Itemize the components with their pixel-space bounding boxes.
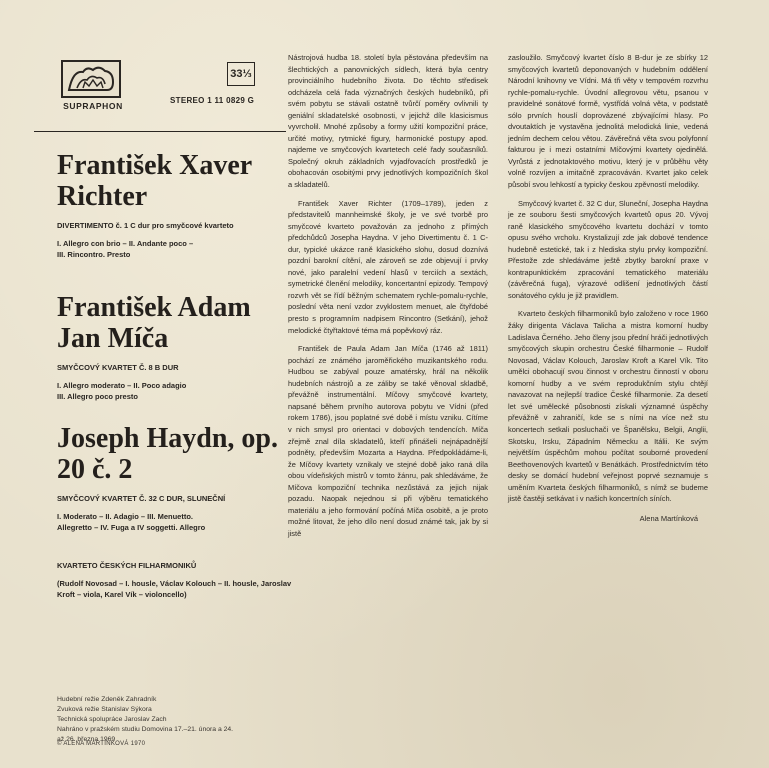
essay-paragraph: Kvarteto českých filharmoniků bylo založeno v roce 1960 žáky dirigenta Václava Talicha a mistra komorní hudby Ladislava Černého. Jeho členy jsou přední hráči jednotlivých smyčcových skupin orchestru České filharmonie – Rudolf Novosad, Václav Kolouch, Jaroslav Kroft a Karel Vík. Tito umělci obohacují svou činnost v orchestru činností v oboru komorní hudby a ve svém reprodukčním stylu chtějí navazovat na nejlepší tradice České filharmonie. Za desetí let své umělecké působnosti získali významné úspěchy převážně v zahraničí, kde se s ními na více než stu koncertech setkali posluchači ve Španělsku, Belgii, Anglii, Skotsku, Irsku, Západním Německu a Itálii. Ke svým největším úspěchům mohou počítat souborné provedení Beethovenových kvartetů v Benátkách. Prostřednictvím této desky se domácí hudební veřejnost poprvé seznamuje s uměním Kvarteta českých filharmoniků, s nímž se budeme jistě častěji setkávat i v našich koncertních síních. — [508, 309, 708, 504]
copyright-notice: © ALENA MARTÍNKOVÁ 1970 — [57, 741, 146, 747]
essay-paragraph: František de Paula Adam Jan Míča (1746 až 1811) pochází ze známého jaroměřického muzikantského rodu. Hudbou se zabýval pouze amatérsky, hrál na několik hudebních nástrojů a ze záliby se také věnoval skladbě, převážně instrumentální. Míčovy smyčcové kvartety, napsané během prvního autorova pobytu ve Vídni (před rokem 1786), jsou poplatné své době i místu vzniku. Cítíme v nich smysl pro orientaci v dobových tendencích. Míča zřejmě znal díla skladatelů, kteří přinášeli nejnápadnější podněty, především Mozarta a Haydna. Předpokládáme-li, že Míčovy kvartety vznikaly ve stejné době jako raná díla obou vídeňských mistrů v tomto žánru, pak shledáváme, že Míčova kompoziční technika nezůstává za jejich nijak pozadu. Naopak nejednou si při výběru tematického materiálu a jeho formování počíná Míča osobitě, a je proto možné litovat, že jeho dílo není dosud známé tak, jak by si jistě — [288, 344, 488, 538]
ensemble-name: KVARTETO ČESKÝCH FILHARMONIKŮ — [57, 561, 197, 570]
work-richter — [57, 150, 297, 261]
credit-line: Nahráno v pražském studiu Domovina 17.–21. února a 24. — [57, 726, 234, 733]
composer-name: František Xaver Richter — [57, 150, 252, 212]
author-signature: Alena Martínková — [639, 513, 698, 523]
catalog-number: STEREO 1 11 0829 G — [170, 96, 255, 105]
essay-paragraph: Nástrojová hudba 18. století byla pěstována především na šlechtických a panovnických sídlech, která byla centry provinciálního hudebního života. Do těchto středisek odcházela celá řada význačných českých hudebníků, při svém pobytu se stávali ostatně tvůrčí poměry ovlivnili ty geniální skladatelské osobnosti, v jejichž díle klasicismus vyvrcholil. Mnohé způsoby a formy užití kompoziční práce, určité motivy, rytmické figury, harmonické postupy apod. najdeme ve smyčcových kvartetech celé řady současníků. Společný okruh základních vyjadřovacích prostředků je obohacován osobitými prvy jednotlivých kompozičních škol a skladatelů. — [288, 53, 488, 190]
work-title: DIVERTIMENTO č. 1 C dur pro smyčcové kvarteto — [57, 221, 234, 230]
header-divider — [34, 131, 286, 132]
work-title: SMYČCOVÝ KVARTET Č. 32 C DUR, SLUNEČNÍ — [57, 494, 226, 503]
work-title: SMYČCOVÝ KVARTET Č. 8 B DUR — [57, 363, 179, 372]
performers — [57, 560, 297, 601]
credit-line: Technická spolupráce Jaroslav Zach — [57, 716, 167, 723]
movement-line: I. Allegro moderato – II. Poco adagio — [57, 380, 187, 390]
essay-column-1 — [288, 52, 488, 539]
playback-speed-badge: 33⅓ — [227, 62, 255, 86]
movement-line: III. Allegro poco presto — [57, 392, 138, 401]
essay-column-2 — [508, 52, 708, 524]
movement-line: I. Allegro con brio – II. Andante poco – — [57, 238, 194, 248]
logo-emblem-icon — [63, 62, 119, 96]
composer-name: František Adam Jan Míča — [57, 292, 251, 354]
credit-line: Hudební režie Zdeněk Zahradník — [57, 696, 157, 703]
movement-line: III. Rincontro. Presto — [57, 250, 131, 259]
credit-line: až 26. března 1969 — [57, 736, 116, 743]
work-mica — [57, 292, 297, 403]
movements-list — [57, 238, 297, 261]
production-credits — [57, 695, 277, 745]
movement-line: I. Moderato – II. Adagio – III. Menuetto. — [57, 511, 193, 521]
movements-list — [57, 380, 297, 403]
essay-paragraph: zasloužilo. Smyčcový kvartet číslo 8 B-dur je ze sbírky 12 smyčcových kvartetů deponovaných v hudebním oddělení Národní knihovny ve Vídni. Má tři věty v tempovém rozvrhu rychle-pomalu-rychle. Úvodní allegrovou větu, psanou v pravidelné sonátové formě, vystřídá volná věta, v podstatě sólo prvních houslí doprovázené zbývajícími hlasy. Po dvoutaktích je vystavěna jednolitá melodická linie, vedená jedním dechem celou větou. Závěrečná věta svou polyfonní fakturou je i mezi ostatními Míčovými kvartety ojedinělá. Vyrůstá z jednotaktového motivu, který je v průběhu věty volně rozvíjen a imitačně zpracováván. Kvartet jako celek působí svou lehkostí a typicky českou zpěvností melodiky. — [508, 53, 708, 190]
movement-line: Allegretto – IV. Fuga a IV soggetti. Allegro — [57, 523, 206, 532]
essay-paragraph: František Xaver Richter (1709–1789), jeden z představitelů mannheimské školy, je ve své tvorbě pro smyčcové kvarteto považován za jednoho z přímých předchůdců Josepha Haydna. V jeho Divertimentu č. 1 C-dur, typické ukázce raně klasického slohu, dosud doznívá pozdní barokní cítění, ale zároveň se zde objevují i prvky nové, jako paralelní vedení hlasů v terciích a sextách, symetrické členění melodiky, koncertantní epizody. Tempový rozvrh vět se řídí běžným schematem rychle-pomalu-rychle, poslední věta není vzdor zvyklostem menuet, ale čtyřdobé presto s programním nadpisem Rincontro (Setkání), jehož melodické čtyřtaktové téma má popěvkový ráz. — [288, 198, 488, 335]
brand-name: SUPRAPHON — [63, 101, 123, 111]
movements-list — [57, 511, 297, 534]
supraphon-logo — [61, 60, 121, 98]
ensemble-members: (Rudolf Novosad – I. housle, Václav Kolouch – II. housle, Jaroslav Kroft – viola, Karel Vík – violoncello) — [57, 578, 292, 599]
composer-name: Joseph Haydn, op. 20 č. 2 — [57, 423, 278, 485]
essay-paragraph: Smyčcový kvartet č. 32 C dur, Sluneční, Josepha Haydna je ze souboru šesti smyčcových kvartetů opus 20. Vývoj raně klasického smyčcového kvartetu dochází v tomto opusu svého vrcholu. Krystalizují zde jak dobové tendence hudebně estetické, tak i z hlediska stylu prvky kompoziční. Přestože zde shledáváme ještě zbytky barokní praxe v kontrapunktickém zpracování tematického materiálu (závěrečná fuga), výrazové odlišení jednotlivých částí sonátového cyklu je již pravidlem. — [508, 198, 708, 300]
credit-line: Zvuková režie Stanislav Sýkora — [57, 706, 152, 713]
work-haydn — [57, 423, 297, 534]
